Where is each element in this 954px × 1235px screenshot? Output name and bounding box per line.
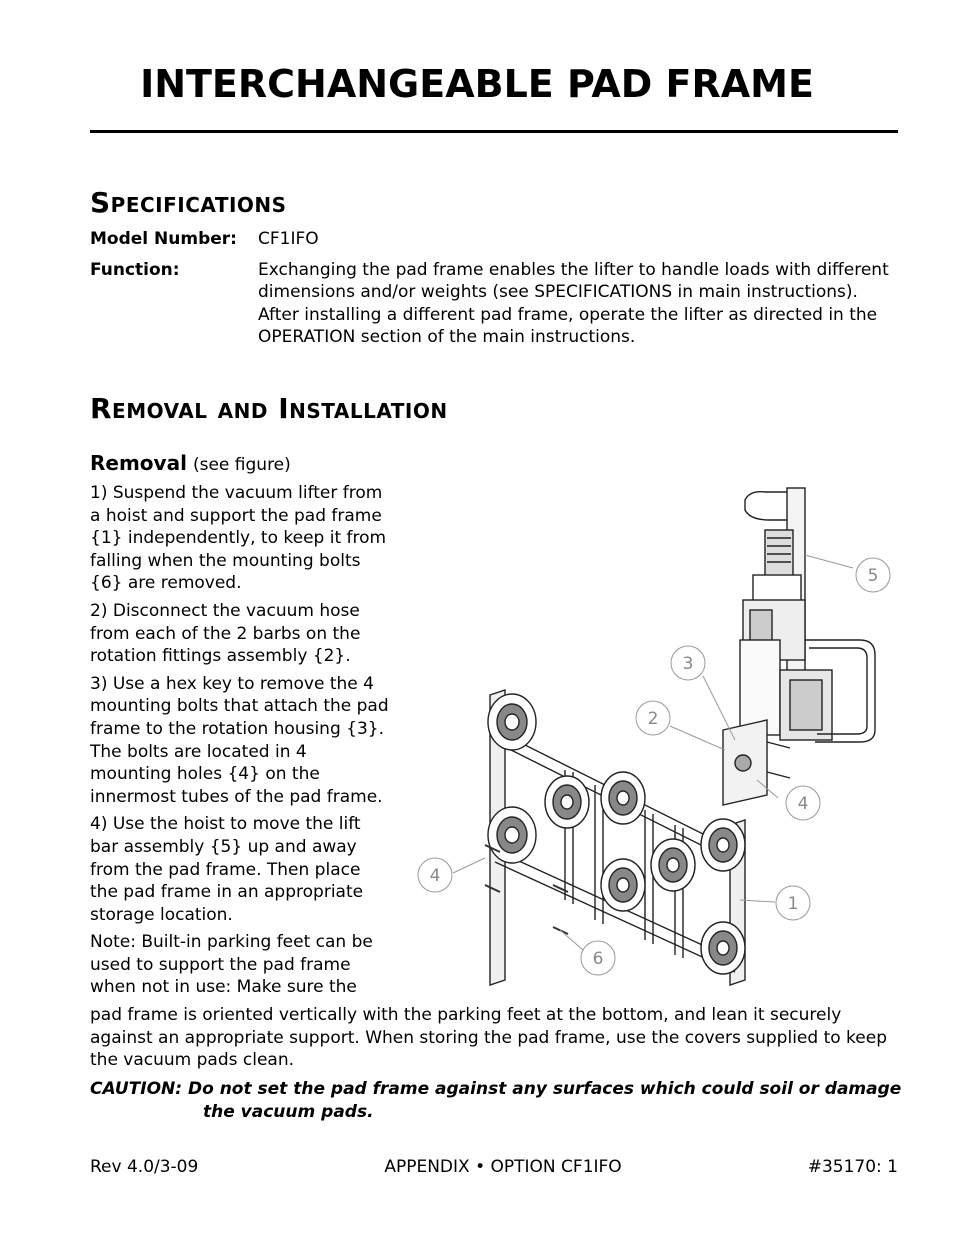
removal-installation-heading: Removal and Installation bbox=[90, 392, 448, 425]
footer-page-number: #35170: 1 bbox=[807, 1157, 898, 1177]
title-divider bbox=[90, 130, 898, 133]
removal-subheading bbox=[90, 451, 291, 475]
specifications-heading: Specifications bbox=[90, 186, 287, 219]
removal-see-figure: (see figure) bbox=[192, 455, 291, 475]
caution-line-1: CAUTION: Do not set the pad frame against any surfaces which could soil or damage bbox=[90, 1079, 902, 1099]
footer-revision: Rev 4.0/3-09 bbox=[90, 1157, 199, 1177]
function-value: Exchanging the pad frame enables the lifter to handle loads with different dimensions and/or weights (see SPECIFICATIONS in main instructions). After installing a different pad frame, operate the lifter as directed in the OPERATION section of the main instructions. bbox=[258, 259, 889, 347]
step-2: 2) Disconnect the vacuum hose from each of the 2 barbs on the rotation fittings assembly {2}. bbox=[90, 600, 361, 667]
callout-4-housing: 4 bbox=[797, 794, 809, 814]
model-number-value: CF1IFO bbox=[258, 229, 319, 249]
note-start: Note: Built-in parking feet can be used to support the pad frame when not in use: Make sure the bbox=[90, 932, 373, 998]
callout-1: 1 bbox=[787, 894, 799, 914]
note-continued: pad frame is oriented vertically with the parking feet at the bottom, and lean it securely against an appropriate support. When storing the pad frame, use the covers supplied to keep the vacuum pads clean. bbox=[90, 1005, 887, 1071]
callout-2: 2 bbox=[647, 709, 659, 729]
step-3: 3) Use a hex key to remove the 4 mounting bolts that attach the pad frame to the rotation housing {3}. The bolts are located in 4 mounting holes {4} on the innermost tubes of the pad frame. bbox=[90, 673, 389, 807]
page-footer bbox=[90, 1157, 898, 1177]
function-row bbox=[90, 259, 890, 349]
caution-line-2: the vacuum pads. bbox=[203, 1101, 374, 1122]
specifications-table bbox=[90, 228, 890, 357]
callout-4-holes: 4 bbox=[429, 866, 441, 886]
step-1: 1) Suspend the vacuum lifter from a hoist and support the pad frame {1} independently, to keep it from falling when the mounting bolts {6} are removed. bbox=[90, 483, 387, 594]
removal-steps bbox=[90, 482, 390, 1004]
step-4: 4) Use the hoist to move the lift bar assembly {5} up and away from the pad frame. Then place the pad frame in an appropriate storage location. bbox=[90, 814, 364, 925]
pad-frame-exploded-figure bbox=[405, 480, 915, 990]
footer-document-title: APPENDIX • OPTION CF1IFO bbox=[384, 1157, 622, 1177]
model-number-row bbox=[90, 228, 890, 251]
caution-text bbox=[90, 1078, 910, 1123]
callout-6: 6 bbox=[592, 949, 604, 969]
callout-5: 5 bbox=[867, 566, 879, 586]
page-title: INTERCHANGEABLE PAD FRAME bbox=[140, 62, 814, 106]
model-number-label: Model Number: bbox=[90, 229, 237, 249]
function-label: Function: bbox=[90, 259, 180, 280]
callout-3: 3 bbox=[682, 654, 694, 674]
removal-title: Removal bbox=[90, 451, 187, 475]
